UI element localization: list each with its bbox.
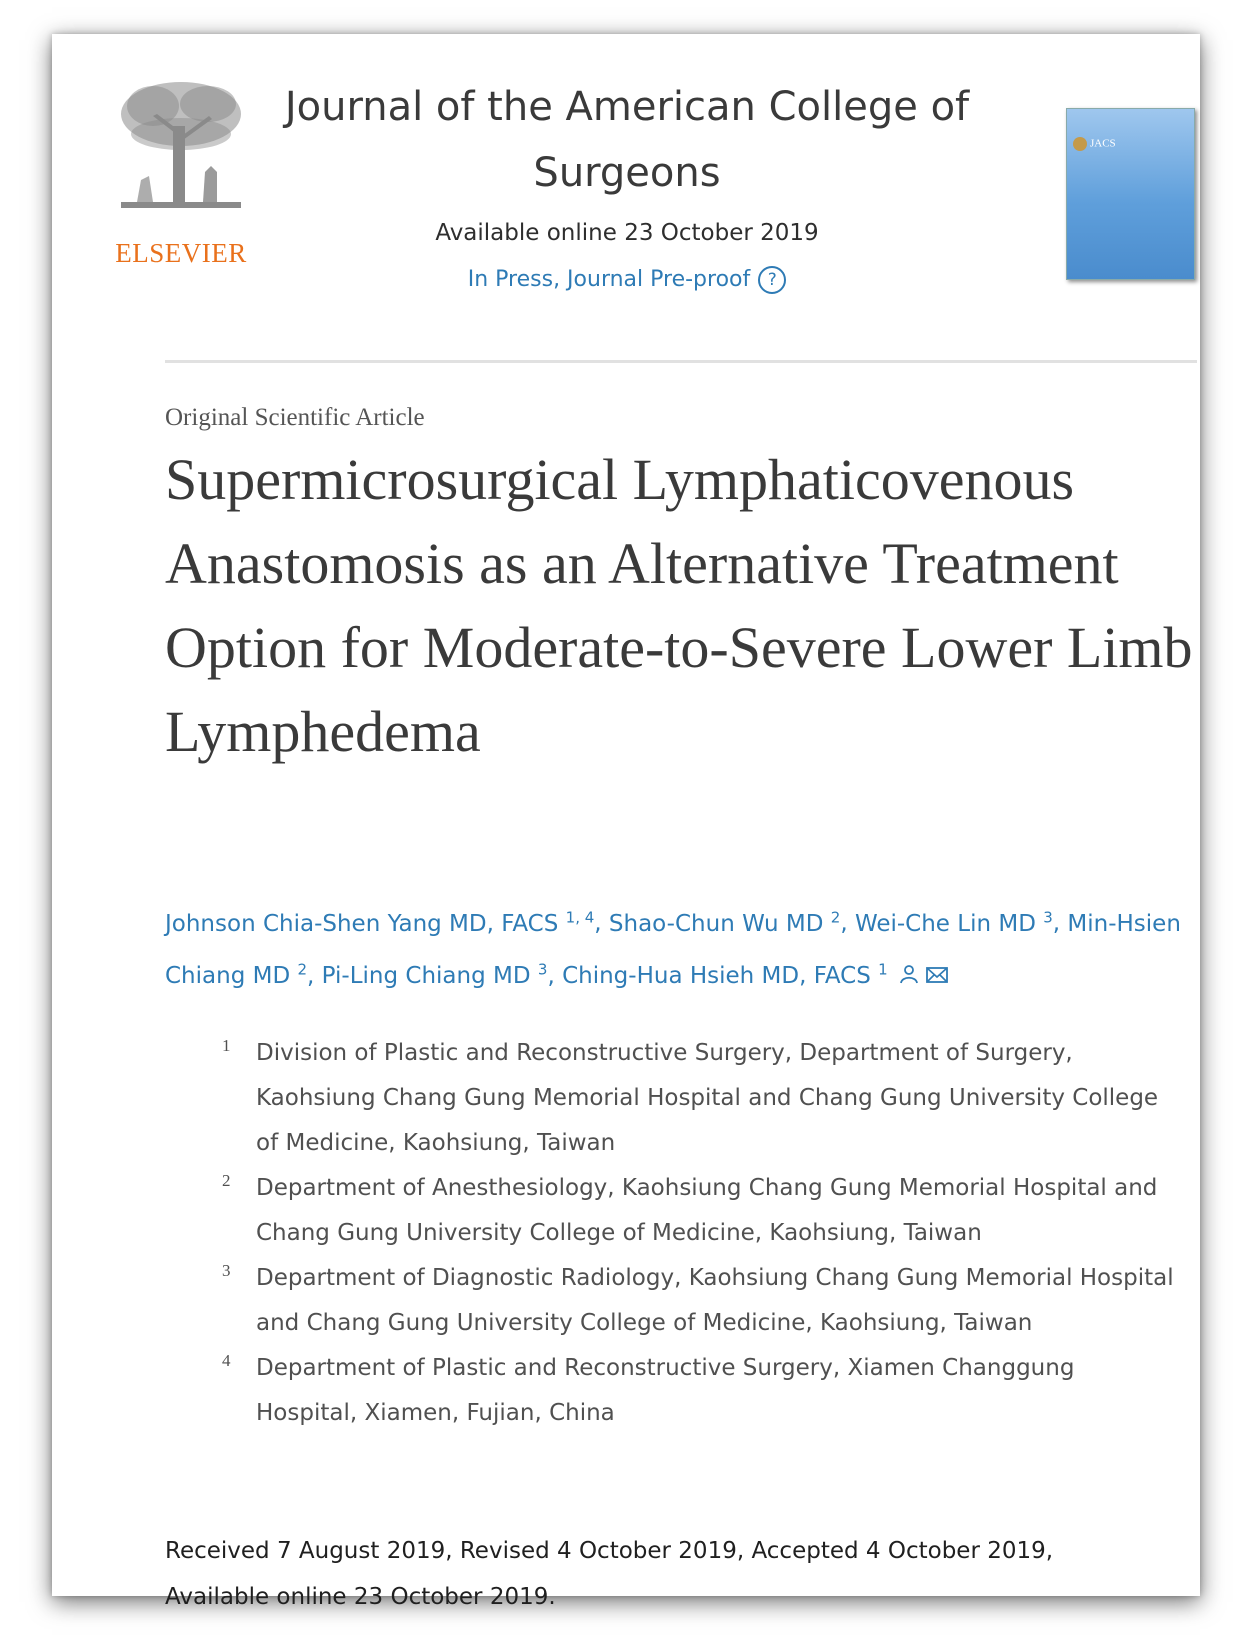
journal-title[interactable]: Journal of the American College of Surgeons <box>284 84 970 196</box>
person-icon[interactable] <box>899 964 919 984</box>
affiliation-marker: 1 <box>222 1036 231 1055</box>
author-link[interactable]: Ching-Hua Hsieh MD, FACS $^1$ <box>562 960 888 990</box>
affiliation-item <box>222 1031 1182 1166</box>
cover-label: JACS <box>1090 137 1116 150</box>
journal-preproof-link[interactable]: In Press, Journal Pre-proof <box>467 267 751 292</box>
affiliation-marker: 4 <box>222 1351 231 1370</box>
affiliation-item <box>222 1166 1182 1256</box>
header-divider <box>165 360 1197 363</box>
affiliation-text: Department of Diagnostic Radiology, Kaohsiung Chang Gung Memorial Hospital and Chang Gung University College of Medicine, Kaohsiung, Taiwan <box>256 1265 1174 1336</box>
affiliation-list <box>222 1031 1182 1436</box>
affiliation-text: Division of Plastic and Reconstructive Surgery, Department of Surgery, Kaohsiung Chang Gung Memorial Hospital and Chang Gung University College of Medicine, Kaohsiung, Taiwan <box>256 1040 1159 1156</box>
author-link[interactable]: Wei-Che Lin MD $^3$ <box>854 908 1053 937</box>
author-link[interactable]: Shao-Chun Wu MD $^2$ <box>608 908 841 937</box>
affiliation-item <box>222 1346 1182 1436</box>
cover-masthead <box>1073 137 1116 151</box>
status-row <box>247 266 1007 294</box>
author-list: Johnson Chia-Shen Yang MD, FACS $^{1, 4}$, Shao-Chun Wu MD $^2$, Wei-Che Lin MD $^3$, Min-Hsien Chiang MD $^2$, Pi-Ling Chiang MD $^3$, Ching-Hua Hsieh MD, FACS $^1$ <box>165 894 1205 1000</box>
affiliation-text: Department of Plastic and Reconstructive Surgery, Xiamen Changgung Hospital, Xiamen, Fujian, China <box>256 1355 1075 1426</box>
author-link[interactable]: Min-Hsien Chiang MD $^2$ <box>165 910 1181 990</box>
publisher-name: ELSEVIER <box>115 238 247 268</box>
author-link[interactable]: Johnson Chia-Shen Yang MD, FACS $^{1, 4}$ <box>165 908 595 937</box>
article-card <box>52 34 1200 1610</box>
article-type: Original Scientific Article <box>165 404 425 431</box>
journal-header <box>247 74 1007 294</box>
envelope-icon[interactable] <box>926 966 948 984</box>
article-title: Supermicrosurgical Lymphaticovenous Anastomosis as an Alternative Treatment Option for Moderate-to-Severe Lower Limb Lymphedema <box>165 447 1193 764</box>
author-contact-icons <box>899 954 948 1000</box>
affiliation-item <box>222 1256 1182 1346</box>
affiliation-text: Department of Anesthesiology, Kaohsiung Chang Gung Memorial Hospital and Chang Gung University College of Medicine, Kaohsiung, Taiwan <box>256 1175 1158 1246</box>
affiliation-marker: 3 <box>222 1261 231 1280</box>
elsevier-tree-logo[interactable] <box>113 76 249 268</box>
author-link[interactable]: Pi-Ling Chiang MD $^3$ <box>321 960 548 990</box>
affiliation-marker: 2 <box>222 1171 231 1190</box>
tree-icon <box>113 76 249 226</box>
journal-cover-thumbnail[interactable] <box>1066 108 1195 280</box>
help-circle-icon[interactable]: ? <box>758 266 786 294</box>
available-online-date: Available online 23 October 2019 <box>435 220 819 246</box>
cover-seal-icon <box>1073 137 1087 151</box>
article-history: Received 7 August 2019, Revised 4 October 2019, Accepted 4 October 2019, Available online 23 October 2019. <box>165 1538 1054 1610</box>
